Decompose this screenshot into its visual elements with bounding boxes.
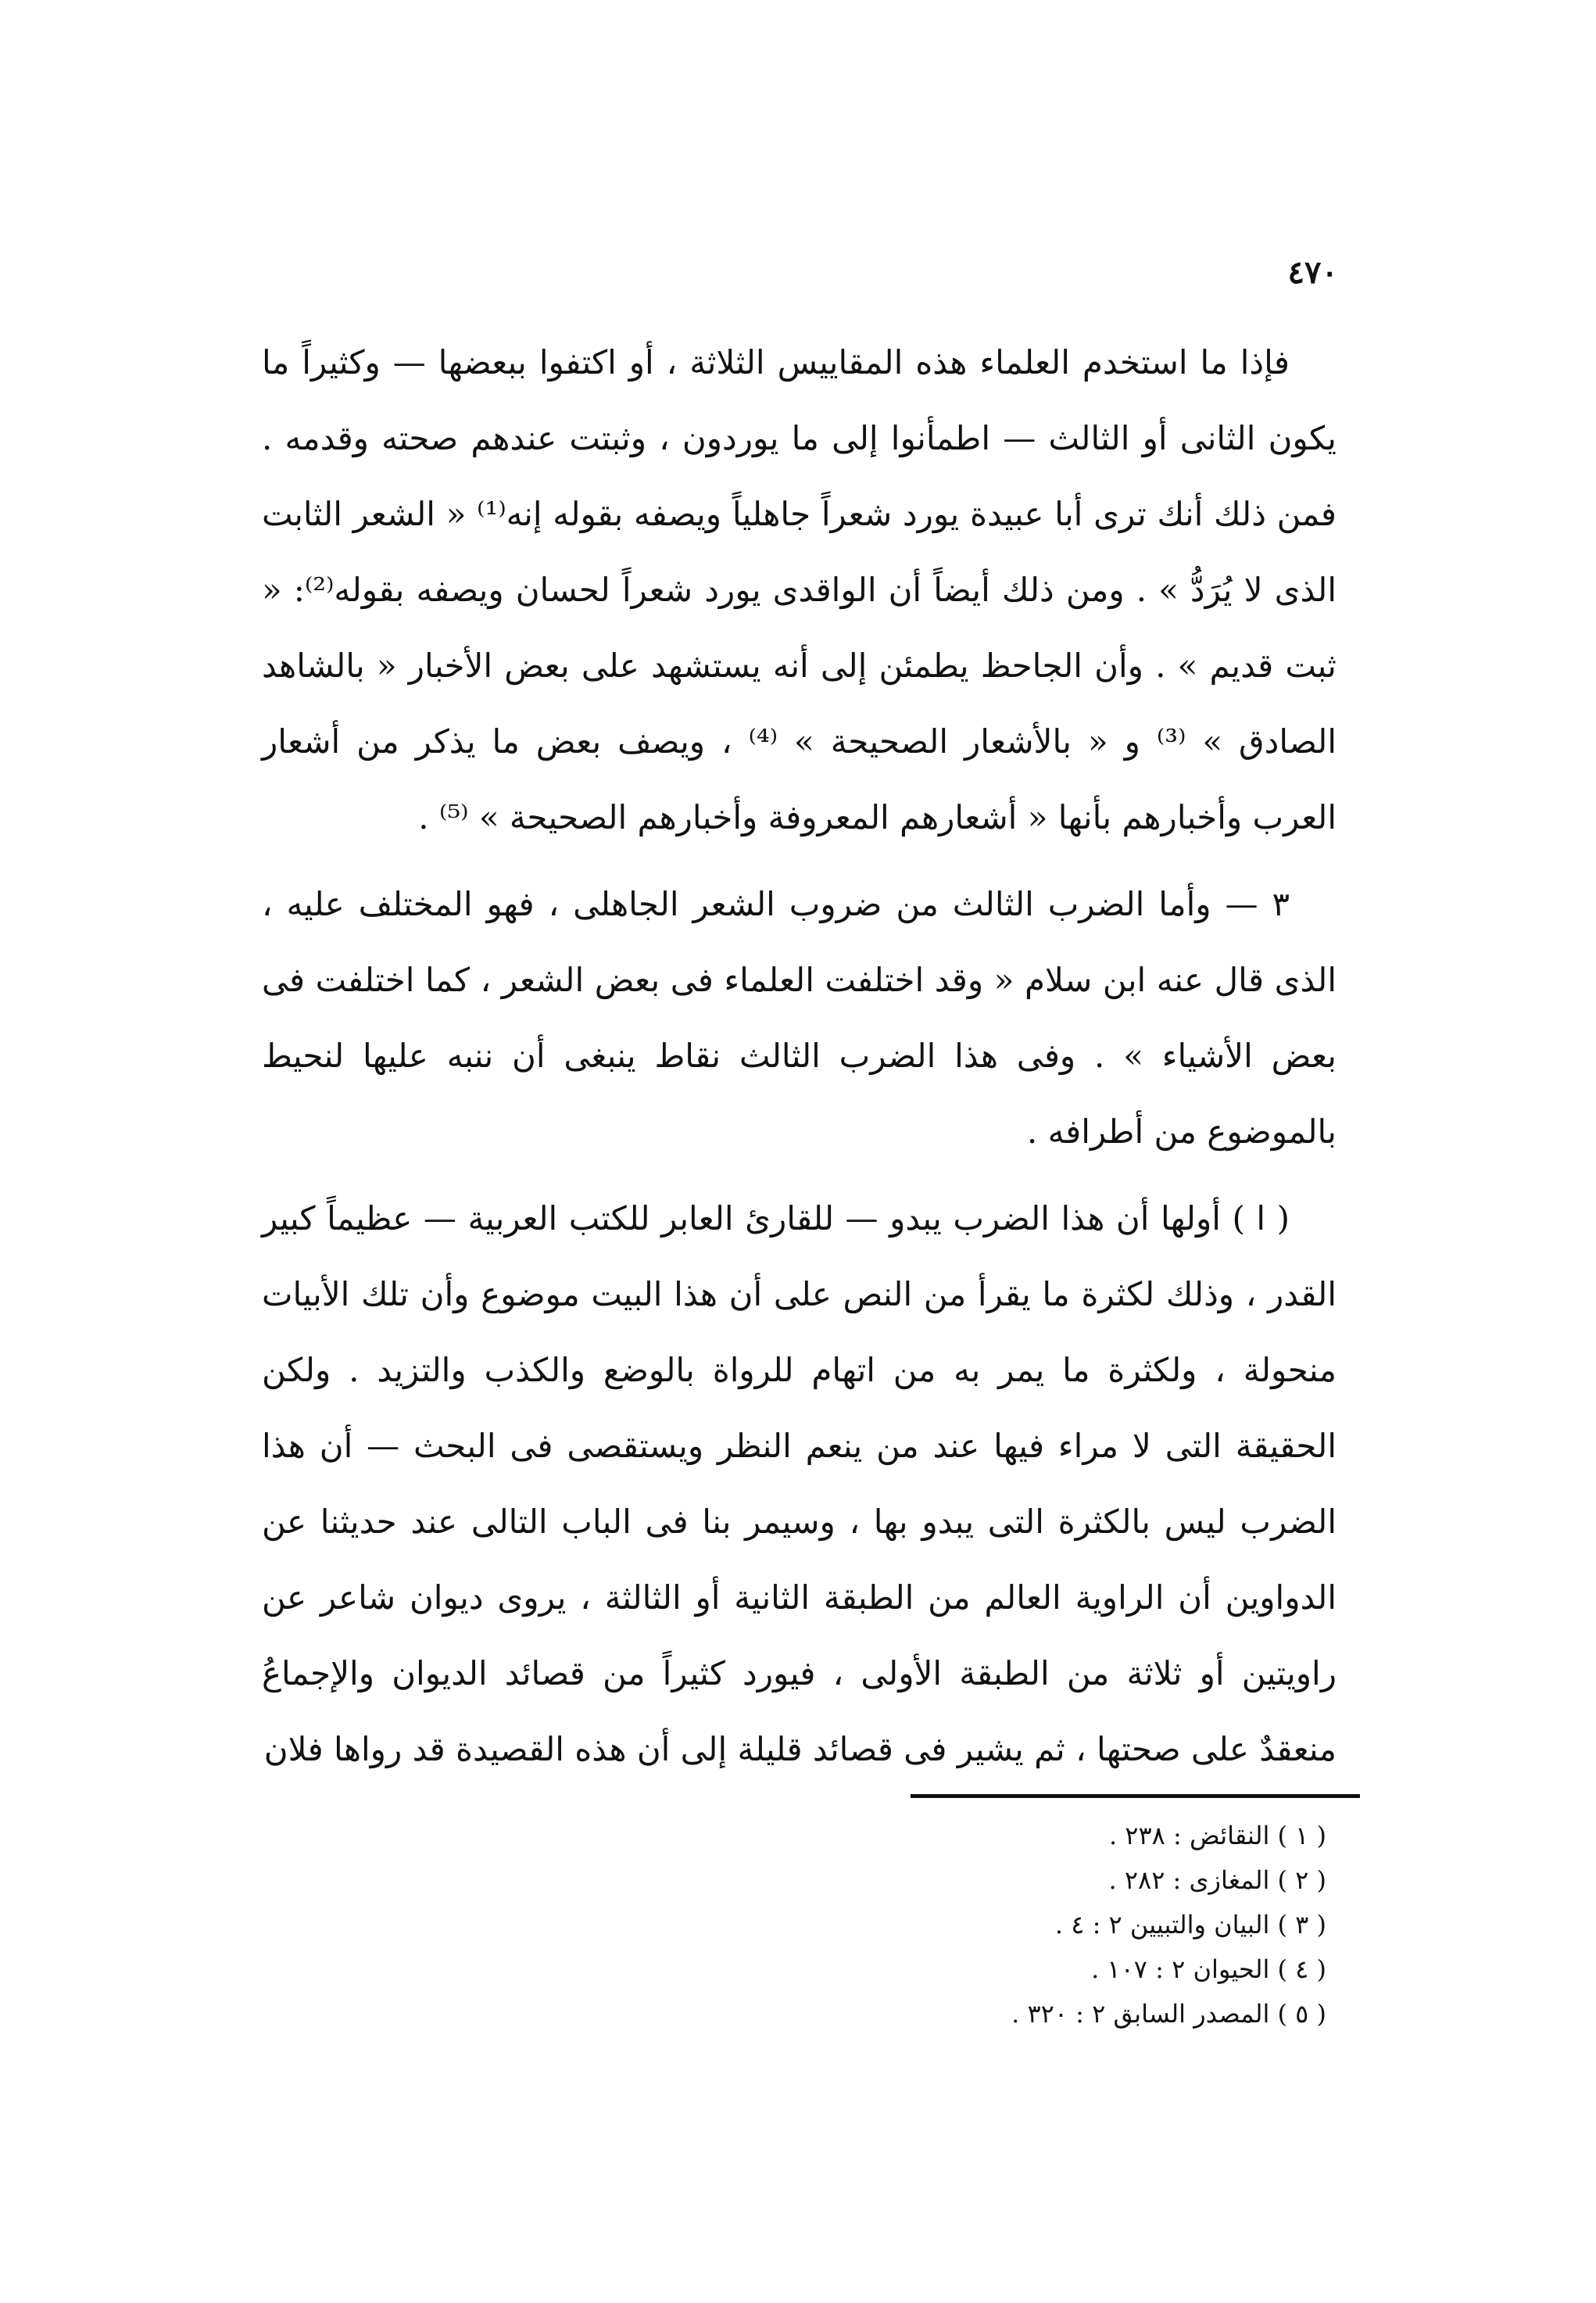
page-number: ٤٧٠ xyxy=(1287,254,1338,291)
main-text xyxy=(262,324,1337,1798)
footnote-1: ( ١ ) النقائض : ٢٣٨ . xyxy=(1108,1821,1326,1850)
paragraph-2: ٣ — وأما الضرب الثالث من ضروب الشعر الجاهلى ، فهو المختلف عليه ، الذى قال عنه ابن سلام « وقد اختلفت العلماء فى بعض الشعر ، كما اختلفت فى بعض الأشياء » . وفى هذا الضرب الثالث نقاط ينبغى أن ننبه عليها لنحيط بالموضوع من أطرافه . xyxy=(262,885,1337,1151)
footnote-4: ( ٤ ) الحيوان ٢ : ١٠٧ . xyxy=(1091,1954,1326,1984)
footnote-separator xyxy=(911,1794,1360,1798)
footnote-3: ( ٣ ) البيان والتبيين ٢ : ٤ . xyxy=(1054,1910,1326,1939)
paragraph-1: فإذا ما استخدم العلماء هذه المقاييس الثلاثة ، أو اكتفوا ببعضها — وكثيراً ما يكون الثانى أو الثالث — اطمأنوا إلى ما يوردون ، وثبتت عندهم صحته وقدمه . فمن ذلك أنك ترى أبا عبيدة يورد شعراً جاهلياً ويصفه بقوله إنه⁽¹⁾ « الشعر الثابت الذى لا يُرَدُّ » . ومن ذلك أيضاً أن الواقدى يورد شعراً لحسان ويصفه بقوله⁽²⁾: « ثبت قديم » . وأن الجاحظ يطمئن إلى أنه يستشهد على بعض الأخبار « بالشاهد الصادق » ⁽³⁾ و « بالأشعار الصحيحة » ⁽⁴⁾ ، ويصف بعض ما يذكر من أشعار العرب وأخبارهم بأنها « أشعارهم المعروفة وأخبارهم الصحيحة » ⁽⁵⁾ . xyxy=(262,343,1337,836)
paragraph-3: ( ا ) أولها أن هذا الضرب يبدو — للقارئ العابر للكتب العربية — عظيماً كبير القدر ، وذلك لكثرة ما يقرأ من النص على أن هذا البيت موضوع وأن تلك الأبيات منحولة ، ولكثرة ما يمر به من اتهام للرواة بالوضع والكذب والتزيد . ولكن الحقيقة التى لا مراء فيها عند من ينعم النظر ويستقصى فى البحث — أن هذا الضرب ليس بالكثرة التى يبدو بها ، وسيمر بنا فى الباب التالى عند حديثنا عن الدواوين أن الراوية العالم من الطبقة الثانية أو الثالثة ، يروى ديوان شاعر عن راويتين أو ثلاثة من الطبقة الأولى ، فيورد كثيراً من قصائد الديوان والإجماعُ منعقدٌ على صحتها ، ثم يشير فى قصائد قليلة إلى أن هذه القصيدة قد رواها فلان xyxy=(262,1199,1337,1768)
footnote-5: ( ٥ ) المصدر السابق ٢ : ٣٢٠ . xyxy=(1011,1999,1326,2029)
footnote-2: ( ٢ ) المغازى : ٢٨٢ . xyxy=(1108,1865,1326,1895)
footnotes-list xyxy=(779,1814,1326,2036)
